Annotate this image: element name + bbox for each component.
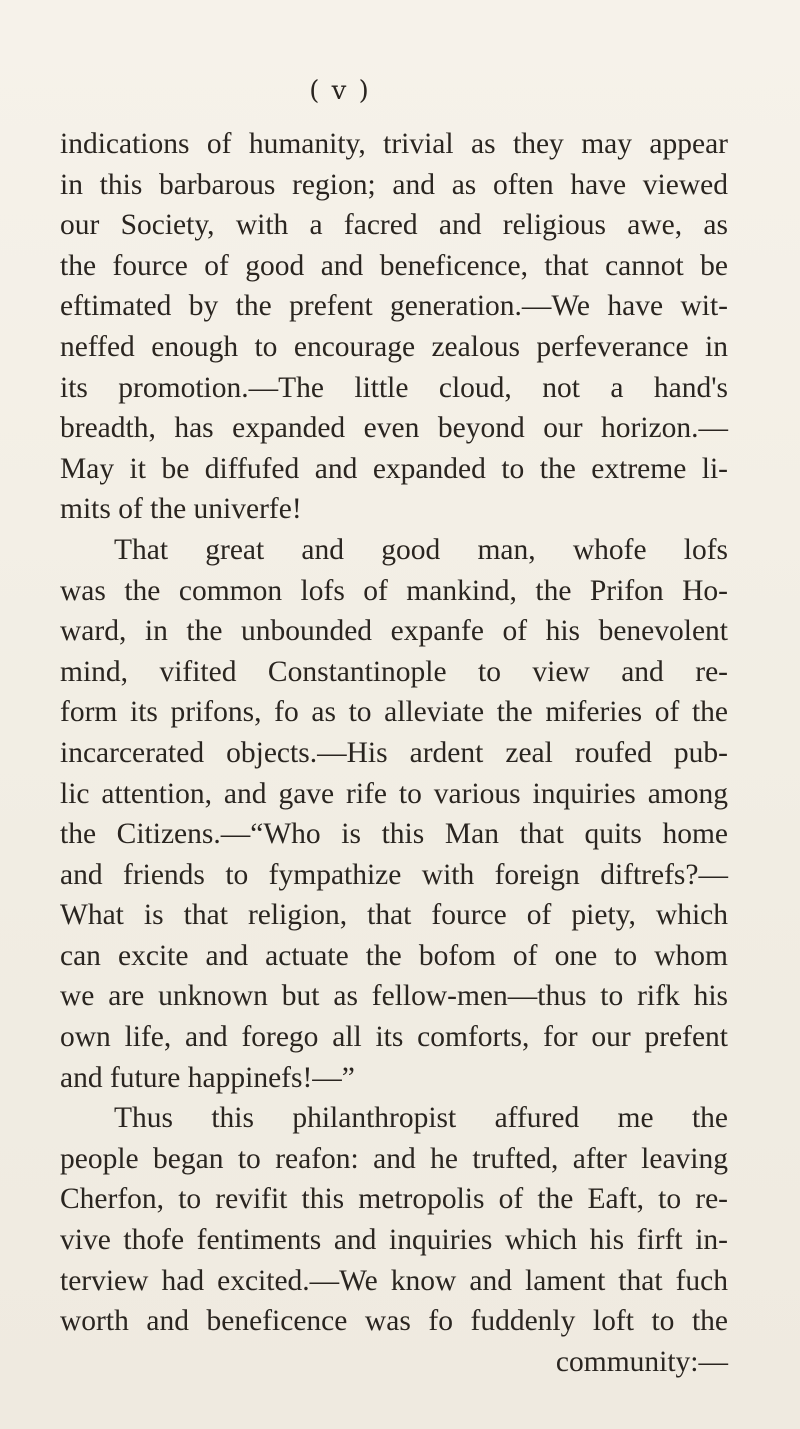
text-line: its promotion.—The little cloud, not a hand's bbox=[60, 371, 728, 404]
text-line: can excite and actuate the bofom of one to whom bbox=[60, 939, 728, 972]
page-number: ( v ) bbox=[309, 76, 371, 106]
text-line: breadth, has expanded even beyond our horizon.— bbox=[60, 412, 728, 445]
text-line: vive thofe fentiments and inquiries which his firft in- bbox=[60, 1224, 728, 1257]
text-line: our Society, with a facred and religious awe, as bbox=[60, 209, 728, 242]
text-line: eftimated by the prefent generation.—We have wit- bbox=[60, 290, 728, 323]
text-line: Thus this philanthropist affured me the bbox=[114, 1102, 728, 1135]
text-line: neffed enough to encourage zealous perfeverance in bbox=[60, 330, 728, 363]
text-line: people began to reafon: and he trufted, after leaving bbox=[60, 1142, 728, 1175]
text-line: Cherfon, to revifit this metropolis of the Eaft, to re- bbox=[60, 1183, 728, 1216]
text-line: in this barbarous region; and as often have viewed bbox=[60, 168, 728, 201]
body-text bbox=[60, 124, 728, 1382]
text-line: May it be diffufed and expanded to the extreme li- bbox=[60, 452, 728, 485]
text-line: What is that religion, that fource of piety, which bbox=[60, 899, 728, 932]
text-line: mits of the univerfe! bbox=[60, 493, 302, 526]
text-line: the Citizens.—“Who is this Man that quits home bbox=[60, 818, 728, 851]
text-line: mind, vifited Constantinople to view and re- bbox=[60, 655, 728, 688]
text-line: That great and good man, whofe lofs bbox=[114, 533, 728, 566]
text-line: community:— bbox=[555, 1345, 728, 1378]
text-line: indications of humanity, trivial as they may appear bbox=[60, 128, 728, 160]
text-line: and future happinefs!—” bbox=[60, 1061, 355, 1094]
text-line: form its prifons, fo as to alleviate the miferies of the bbox=[60, 696, 728, 729]
text-line: terview had excited.—We know and lament that fuch bbox=[60, 1264, 728, 1297]
text-line: lic attention, and gave rife to various inquiries among bbox=[60, 777, 728, 810]
text-line: and friends to fympathize with foreign diftrefs?— bbox=[60, 858, 728, 891]
text-line: we are unknown but as fellow-men—thus to rifk his bbox=[60, 980, 728, 1013]
text-line: ward, in the unbounded expanfe of his benevolent bbox=[60, 615, 728, 648]
text-line: own life, and forego all its comforts, for our prefent bbox=[60, 1021, 728, 1054]
text-line: the fource of good and beneficence, that cannot be bbox=[60, 249, 728, 282]
text-line: worth and beneficence was fo fuddenly loft to the bbox=[60, 1305, 728, 1338]
text-line: was the common lofs of mankind, the Prifon Ho- bbox=[60, 574, 728, 607]
text-line: incarcerated objects.—His ardent zeal roufed pub- bbox=[60, 736, 728, 769]
